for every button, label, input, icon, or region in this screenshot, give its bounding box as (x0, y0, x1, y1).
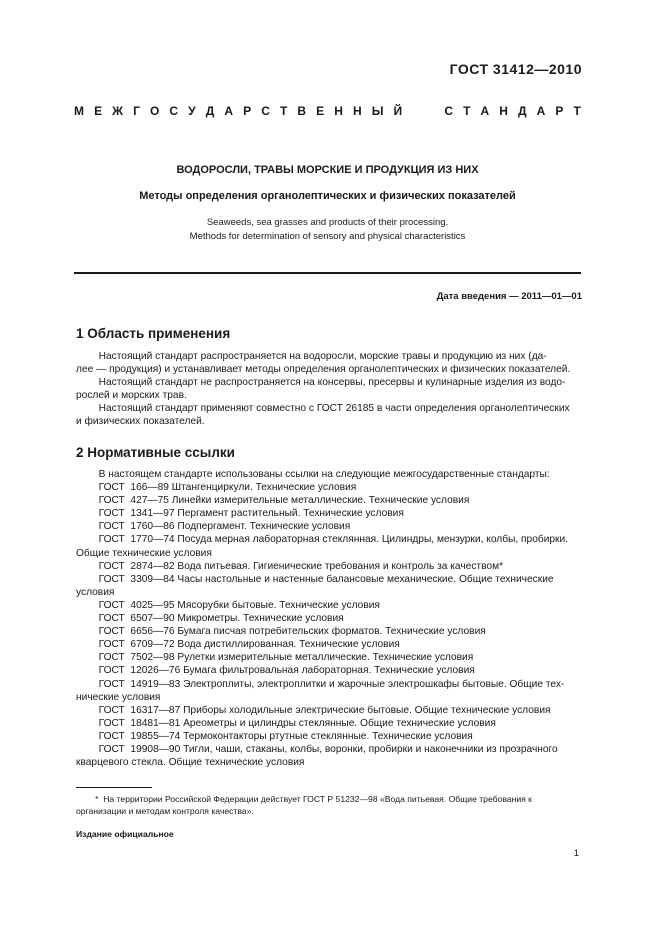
document-title: ВОДОРОСЛИ, ТРАВЫ МОРСКИЕ И ПРОДУКЦИЯ ИЗ НИХ (176, 164, 479, 176)
text-line: и физических показателей. (76, 416, 205, 428)
interstate-letter: Р (555, 104, 564, 118)
text-line: ГОСТ 1341—97 Пергамент растительный. Технические условия (76, 508, 404, 520)
text-line: ГОСТ 1770—74 Посуда мерная лабораторная стеклянная. Цилиндры, мензурки, колбы, пробирки. (76, 534, 569, 546)
interstate-standard-heading (74, 104, 581, 118)
interstate-letter: Й (393, 104, 403, 118)
gost-number: ГОСТ 31412—2010 (449, 61, 582, 77)
interstate-letter: Е (316, 104, 325, 118)
interstate-letter: С (261, 104, 270, 118)
interstate-letter: Т (463, 104, 471, 118)
footnote (76, 793, 581, 818)
text-line: ГОСТ 427—75 Линейки измерительные металлические. Технические условия (76, 495, 470, 507)
text-line: ГОСТ 4025—95 Мясорубки бытовые. Технические условия (76, 599, 380, 611)
interstate-letter: А (224, 104, 234, 118)
text-line: ГОСТ 14919—83 Электроплиты, электроплитки и жарочные электрошкафы бытовые. Общие тех- (76, 678, 565, 690)
interstate-letter: Ж (112, 104, 124, 118)
interstate-letter: Т (573, 104, 581, 118)
interstate-letter: Н (352, 104, 362, 118)
text-line: ГОСТ 1760—86 Подпергамент. Технические условия (76, 521, 351, 533)
interstate-letter: М (74, 104, 84, 118)
interstate-letter: В (297, 104, 307, 118)
text-line: ГОСТ 12026—76 Бумага фильтровальная лабораторная. Технические условия (76, 665, 475, 677)
word-gap (412, 104, 434, 118)
section2-body (76, 468, 581, 769)
interstate-letter: Ы (371, 104, 384, 118)
text-line: ГОСТ 6656—76 Бумага писчая потребительских форматов. Технические условия (76, 626, 486, 638)
footnote-divider (76, 787, 152, 788)
text-line: ГОСТ 166—89 Штангенциркули. Технические условия (76, 482, 357, 494)
text-line: нические условия (76, 691, 161, 703)
interstate-letter: О (150, 104, 160, 118)
text-line: ГОСТ 6507—90 Микрометры. Технические условия (76, 613, 344, 625)
text-line: рослей и морских трав. (76, 390, 187, 402)
text-line: В настоящем стандарте использованы ссылки на следующие межгосударственные стандарты: (76, 469, 550, 480)
english-title-line1: Seaweeds, sea grasses and products of their processing. (206, 217, 449, 228)
text-line: лее — продукция) и устанавливает методы определения органолептических и физических показателей. (76, 364, 571, 376)
section1-body (76, 350, 581, 429)
interstate-letter: Н (334, 104, 343, 118)
interstate-letter: С (444, 104, 453, 118)
text-line: кварцевого стекла. Общие технические условия (76, 757, 305, 769)
text-line: ГОСТ 3309—84 Часы настольные и настенные балансовые механические. Общие технические (76, 573, 554, 585)
interstate-letter: Е (94, 104, 103, 118)
interstate-letter: С (169, 104, 179, 118)
interstate-letter: У (188, 104, 196, 118)
text-line: ГОСТ 6709—72 Вода дистиллированная. Технические условия (76, 639, 400, 651)
interstate-letter: А (536, 104, 546, 118)
introduction-date: Дата введения — 2011—01—01 (436, 291, 582, 302)
text-line: ГОСТ 2874—82 Вода питьевая. Гигиенические требования и контроль за качеством* (76, 560, 504, 572)
text-line: ГОСТ 7502—98 Рулетки измерительные металлические. Технические условия (76, 652, 474, 664)
official-edition-label: Издание официальное (76, 829, 174, 839)
interstate-letter: Р (243, 104, 252, 118)
title-divider (74, 272, 581, 274)
text-line: ГОСТ 18481—81 Ареометры и цилиндры стеклянные. Общие технические условия (76, 717, 496, 729)
text-line: условия (76, 586, 115, 598)
interstate-letter: А (480, 104, 490, 118)
text-line: Настоящий стандарт применяют совместно с ГОСТ 26185 в части определения органолептических (76, 403, 570, 415)
interstate-letter: Д (205, 104, 215, 118)
text-line: Настоящий стандарт не распространяется на консервы, пресервы и кулинарные изделия из водо- (76, 377, 566, 389)
text-line: ГОСТ 16317—87 Приборы холодильные электрические бытовые. Общие технические условия (76, 704, 551, 716)
text-line: ГОСТ 19855—74 Термоконтакторы ртутные стеклянные. Технические условия (76, 730, 473, 742)
interstate-letter: Т (279, 104, 288, 118)
footnote-line: * На территории Российской Федерации действует ГОСТ Р 51232—98 «Вода питьевая. Общие требования к (76, 794, 532, 804)
text-line: Настоящий стандарт распространяется на водоросли, морские травы и продукцию из них (да- (76, 351, 547, 362)
english-title-line2: Methods for determination of sensory and physical characteristics (189, 231, 466, 242)
text-line: ГОСТ 19908—90 Тигли, чаши, стаканы, колбы, воронки, пробирки и наконечники из прозрачного (76, 743, 558, 755)
interstate-letter: Д (518, 104, 527, 118)
text-line: Общие технические условия (76, 547, 212, 559)
document-subtitle: Методы определения органолептических и физических показателей (139, 190, 516, 202)
section2-heading: 2 Нормативные ссылки (76, 445, 235, 460)
interstate-letter: Г (133, 104, 140, 118)
interstate-letter: Н (499, 104, 508, 118)
section1-heading: 1 Область применения (76, 326, 231, 341)
page-number: 1 (573, 848, 579, 859)
footnote-line: организации и методам контроля качества». (76, 806, 254, 817)
